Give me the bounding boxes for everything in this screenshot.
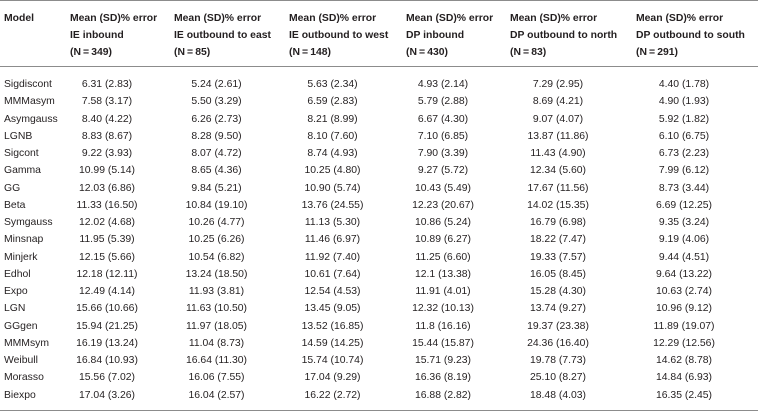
table-row (0, 249, 758, 266)
error-value-cell: 12.49 (4.14) (78, 286, 136, 298)
model-name-cell: Minsnap (4, 234, 44, 246)
error-value-cell: 16.06 (7.55) (188, 372, 245, 384)
error-value-cell: 15.44 (15.87) (412, 337, 474, 349)
table-row (0, 76, 758, 93)
error-value-cell: 5.92 (1.82) (658, 113, 710, 125)
error-value-cell: 9.27 (5.72) (417, 165, 469, 177)
error-value-cell: 15.56 (7.02) (78, 372, 136, 384)
header-line: DP outbound to north (510, 30, 618, 41)
error-value-cell: 12.32 (10.13) (412, 303, 474, 315)
error-value-cell: 12.23 (20.67) (412, 199, 474, 211)
error-value-cell: 6.59 (2.83) (307, 96, 358, 108)
error-value-cell: 8.07 (4.72) (191, 148, 242, 160)
table-row (0, 352, 758, 369)
error-value-cell: 16.88 (2.82) (414, 389, 472, 401)
error-value-cell: 7.10 (6.85) (417, 130, 469, 142)
error-value-cell: 10.96 (9.12) (655, 303, 713, 315)
table-body (0, 67, 758, 411)
error-value-cell: 15.66 (10.66) (76, 303, 138, 315)
model-name-cell: GGgen (4, 320, 38, 332)
error-value-cell: 6.10 (6.75) (658, 130, 710, 142)
error-value-cell: 6.67 (4.30) (417, 113, 469, 125)
error-value-cell: 9.84 (5.21) (191, 182, 242, 194)
error-value-cell: 10.26 (4.77) (188, 217, 245, 229)
error-value-cell: 16.35 (2.45) (655, 389, 713, 401)
column-header-model (0, 1, 66, 67)
error-value-cell: 10.61 (7.64) (304, 268, 361, 280)
error-value-cell: 12.29 (12.56) (653, 337, 715, 349)
error-value-cell: 25.10 (8.27) (529, 372, 587, 384)
error-value-cell: 8.73 (3.44) (658, 182, 710, 194)
error-value-cell: 10.84 (19.10) (185, 199, 248, 211)
error-value-cell: 5.50 (3.29) (191, 96, 242, 108)
error-value-cell: 6.26 (2.73) (191, 113, 242, 125)
error-value-cell: 11.04 (8.73) (188, 337, 245, 349)
model-name-cell: LGN (4, 303, 26, 315)
error-value-cell: 8.69 (4.21) (532, 96, 584, 108)
table-row (0, 300, 758, 317)
table-header (0, 1, 758, 67)
error-value-cell: 11.25 (6.60) (415, 251, 471, 263)
error-value-cell: 16.04 (2.57) (188, 389, 245, 401)
error-value-cell: 6.69 (12.25) (655, 199, 713, 211)
model-name-cell: Minjerk (4, 251, 38, 263)
column-header-4 (402, 1, 506, 67)
error-value-cell: 12.03 (6.86) (78, 182, 136, 194)
header-line: IE outbound to east (174, 30, 271, 41)
error-value-cell: 11.97 (18.05) (185, 320, 248, 332)
error-value-cell: 11.33 (16.50) (76, 199, 138, 211)
error-value-cell: 10.89 (6.27) (414, 234, 472, 246)
table-row (0, 387, 758, 404)
error-value-cell: 9.44 (4.51) (658, 251, 710, 263)
header-line: Model (4, 13, 35, 24)
error-value-cell: 12.34 (5.60) (529, 165, 587, 177)
error-value-cell: 14.84 (6.93) (655, 372, 713, 384)
error-value-cell: 16.79 (6.98) (529, 217, 587, 229)
error-value-cell: 19.78 (7.73) (529, 355, 587, 367)
model-name-cell: Sigdiscont (4, 79, 52, 91)
error-value-cell: 7.90 (3.39) (417, 148, 469, 160)
error-value-cell: 10.43 (5.49) (414, 182, 472, 194)
column-header-6 (632, 1, 758, 67)
error-value-cell: 10.63 (2.74) (655, 286, 713, 298)
error-value-cell: 7.58 (3.17) (81, 96, 133, 108)
error-value-cell: 12.54 (4.53) (304, 286, 361, 298)
error-value-cell: 19.37 (23.38) (527, 320, 589, 332)
error-value-cell: 10.54 (6.82) (188, 251, 245, 263)
error-value-cell: 16.19 (13.24) (76, 337, 138, 349)
error-value-cell: 14.02 (15.35) (527, 199, 589, 211)
error-value-cell: 8.28 (9.50) (191, 130, 242, 142)
model-name-cell: Morasso (4, 372, 44, 384)
error-value-cell: 12.02 (4.68) (78, 217, 136, 229)
error-value-cell: 10.25 (4.80) (304, 165, 361, 177)
model-name-cell: Weibull (4, 355, 38, 367)
error-value-cell: 11.89 (19.07) (653, 320, 715, 332)
error-value-cell: 5.79 (2.88) (417, 96, 469, 108)
model-name-cell: LGNB (4, 130, 33, 142)
error-value-cell: 9.19 (4.06) (658, 234, 710, 246)
model-name-cell: MMMsym (4, 337, 50, 349)
error-value-cell: 6.31 (2.83) (81, 79, 133, 91)
error-value-cell: 7.99 (6.12) (658, 165, 710, 177)
error-value-cell: 11.8 (16.16) (415, 320, 471, 332)
error-value-cell: 4.40 (1.78) (658, 79, 710, 91)
table-row (0, 231, 758, 248)
error-value-cell: 15.74 (10.74) (301, 355, 364, 367)
error-value-cell: 10.25 (6.26) (188, 234, 245, 246)
error-value-cell: 16.05 (8.45) (529, 268, 587, 280)
table-row (0, 128, 758, 145)
error-value-cell: 9.35 (3.24) (658, 217, 710, 229)
header-line: (N = 430) (406, 47, 448, 58)
error-value-cell: 12.18 (12.11) (76, 268, 138, 280)
error-value-cell: 11.43 (4.90) (530, 148, 586, 160)
table-row (0, 93, 758, 110)
model-name-cell: Symgauss (4, 217, 53, 229)
error-value-cell: 13.24 (18.50) (185, 268, 248, 280)
error-value-cell: 9.64 (13.22) (655, 268, 713, 280)
error-value-cell: 9.07 (4.07) (532, 113, 584, 125)
error-value-cell: 8.65 (4.36) (191, 165, 242, 177)
header-line: (N = 349) (70, 47, 112, 58)
table-row (0, 283, 758, 300)
error-value-cell: 7.29 (2.95) (532, 79, 584, 91)
model-name-cell: Gamma (4, 165, 41, 177)
error-value-cell: 8.83 (8.67) (81, 130, 133, 142)
error-value-cell: 18.48 (4.03) (529, 389, 587, 401)
header-row (0, 1, 758, 67)
spacer-row (0, 67, 758, 77)
error-value-cell: 11.13 (5.30) (304, 217, 361, 229)
table-row (0, 318, 758, 335)
header-line: Mean (SD)% error (289, 13, 377, 24)
error-value-cell: 12.1 (13.38) (414, 268, 472, 280)
model-name-cell: Expo (4, 286, 28, 298)
error-value-cell: 11.46 (6.97) (304, 234, 361, 246)
error-value-cell: 14.62 (8.78) (655, 355, 713, 367)
error-value-cell: 17.04 (3.26) (78, 389, 136, 401)
error-value-cell: 10.86 (5.24) (414, 217, 472, 229)
error-value-cell: 8.10 (7.60) (307, 130, 358, 142)
header-line: IE outbound to west (289, 30, 389, 41)
error-value-cell: 15.94 (21.25) (76, 320, 138, 332)
error-value-cell: 17.04 (9.29) (304, 372, 361, 384)
model-name-cell: MMMasym (4, 96, 55, 108)
header-line: Mean (SD)% error (174, 13, 262, 24)
error-value-cell: 5.63 (2.34) (307, 79, 358, 91)
model-name-cell: GG (4, 182, 21, 194)
table-row (0, 145, 758, 162)
model-name-cell: Asymgauss (4, 113, 58, 125)
error-value-cell: 5.24 (2.61) (191, 79, 242, 91)
error-value-cell: 4.93 (2.14) (417, 79, 469, 91)
table-row (0, 266, 758, 283)
error-value-cell: 9.22 (3.93) (81, 148, 133, 160)
table-row (0, 214, 758, 231)
error-value-cell: 19.33 (7.57) (529, 251, 587, 263)
error-value-cell: 16.36 (8.19) (414, 372, 472, 384)
error-value-cell: 8.40 (4.22) (81, 113, 133, 125)
error-value-cell: 24.36 (16.40) (527, 337, 589, 349)
error-value-cell: 11.63 (10.50) (185, 303, 248, 315)
column-header-2 (170, 1, 285, 67)
column-header-3 (285, 1, 402, 67)
header-line: Mean (SD)% error (406, 13, 494, 24)
table-row (0, 197, 758, 214)
error-value-cell: 11.92 (7.40) (304, 251, 361, 263)
error-value-cell: 13.76 (24.55) (301, 199, 364, 211)
error-value-cell: 16.22 (2.72) (304, 389, 361, 401)
model-name-cell: Biexpo (4, 389, 36, 401)
header-line: DP inbound (406, 30, 465, 41)
header-line: (N = 291) (636, 47, 678, 58)
header-line: DP outbound to south (636, 30, 745, 41)
error-value-cell: 17.67 (11.56) (527, 182, 589, 194)
error-value-cell: 10.99 (5.14) (78, 165, 136, 177)
error-value-cell: 8.21 (8.99) (307, 113, 358, 125)
header-line: Mean (SD)% error (510, 13, 598, 24)
error-value-cell: 8.74 (4.93) (307, 148, 358, 160)
error-value-cell: 11.93 (3.81) (188, 286, 245, 298)
table-row (0, 111, 758, 128)
table-row (0, 180, 758, 197)
error-value-cell: 13.45 (9.05) (304, 303, 361, 315)
header-line: (N = 148) (289, 47, 331, 58)
table-row (0, 335, 758, 352)
bottom-rule (0, 404, 758, 411)
model-name-cell: Beta (4, 199, 26, 211)
column-header-1 (66, 1, 170, 67)
error-value-cell: 4.90 (1.93) (658, 96, 710, 108)
error-value-cell: 12.15 (5.66) (78, 251, 136, 263)
error-value-cell: 11.95 (5.39) (79, 234, 135, 246)
error-value-cell: 13.52 (16.85) (301, 320, 364, 332)
model-name-cell: Sigcont (4, 148, 39, 160)
error-value-cell: 18.22 (7.47) (529, 234, 587, 246)
model-name-cell: Edhol (4, 268, 31, 280)
column-header-5 (506, 1, 632, 67)
header-line: Mean (SD)% error (70, 13, 158, 24)
error-value-cell: 11.91 (4.01) (415, 286, 471, 298)
header-line: Mean (SD)% error (636, 13, 724, 24)
error-value-cell: 14.59 (14.25) (301, 337, 364, 349)
error-value-cell: 15.71 (9.23) (414, 355, 472, 367)
header-line: (N = 85) (174, 47, 211, 58)
table-row (0, 369, 758, 386)
error-value-cell: 10.90 (5.74) (304, 182, 361, 194)
table-row (0, 162, 758, 179)
error-value-cell: 16.84 (10.93) (76, 355, 138, 367)
error-value-cell: 6.73 (2.23) (658, 148, 710, 160)
error-value-cell: 16.64 (11.30) (185, 355, 248, 367)
header-line: IE inbound (70, 30, 124, 41)
error-value-cell: 13.87 (11.86) (527, 130, 589, 142)
error-value-cell: 15.28 (4.30) (529, 286, 587, 298)
error-value-cell: 13.74 (9.27) (529, 303, 587, 315)
header-line: (N = 83) (510, 47, 547, 58)
